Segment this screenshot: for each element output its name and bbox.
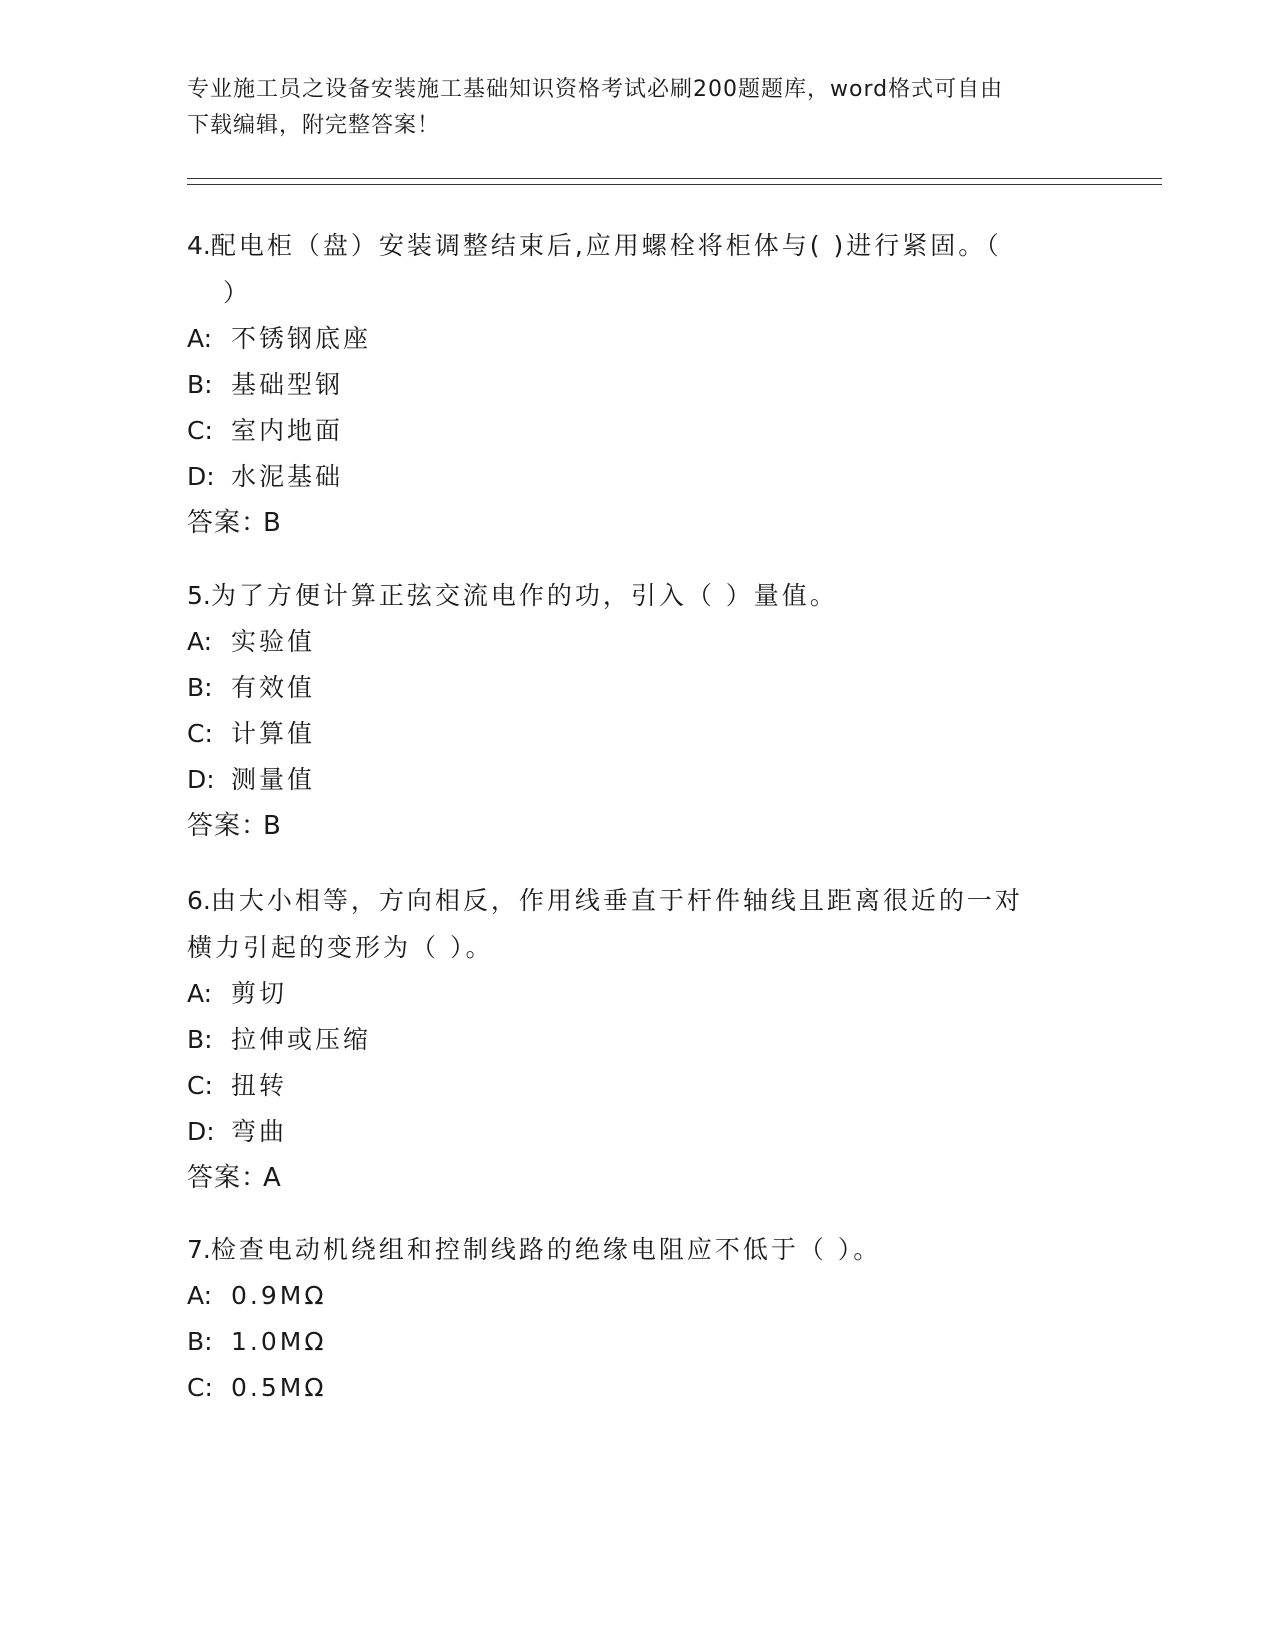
- answer-colon: ：: [241, 508, 268, 538]
- header-title-line-1: 专业施工员之设备安装施工基础知识资格考试必刷200题题库，word格式可自由: [187, 77, 1004, 102]
- question-number: 7.: [187, 1235, 211, 1264]
- option-text: 测量值: [231, 765, 316, 794]
- question-5: [187, 572, 1067, 849]
- question-text-line-1: 检查电动机绕组和控制线路的绝缘电阻应不低于（ ）。: [210, 1235, 882, 1264]
- option-text: 扭转: [231, 1071, 288, 1100]
- header-divider: [187, 178, 1162, 185]
- answer: [187, 803, 1067, 849]
- answer-label: 答案: [187, 508, 242, 538]
- option-key: A:: [187, 1281, 213, 1310]
- option-c: [187, 711, 1067, 757]
- option-text: 室内地面: [231, 416, 344, 445]
- question-text: [187, 877, 1067, 924]
- option-d: [187, 757, 1067, 803]
- question-text-line-1: 配电柜（盘）安装调整结束后,应用螺栓将柜体与( )进行紧固。（: [210, 231, 1002, 260]
- option-key: C:: [187, 1071, 213, 1100]
- question-text: [187, 222, 1067, 269]
- option-a: [187, 1273, 1067, 1319]
- option-b: [187, 1319, 1067, 1365]
- option-a: [187, 316, 1067, 362]
- option-c: [187, 408, 1067, 454]
- question-number: 5.: [187, 581, 211, 610]
- option-key: A:: [187, 627, 213, 656]
- option-key: C:: [187, 1373, 213, 1402]
- option-d: [187, 1109, 1067, 1155]
- question-text: [187, 1226, 1067, 1273]
- answer-label: 答案: [187, 1163, 242, 1193]
- option-key: D:: [187, 765, 215, 794]
- option-c: [187, 1365, 1067, 1411]
- option-key: C:: [187, 416, 213, 445]
- option-key: B:: [187, 1025, 213, 1054]
- question-number: 4.: [187, 231, 211, 260]
- option-text: 有效值: [231, 673, 316, 702]
- option-text: 剪切: [231, 979, 288, 1008]
- option-text: 计算值: [231, 719, 316, 748]
- option-key: A:: [187, 324, 213, 353]
- option-text: 弯曲: [231, 1117, 288, 1146]
- question-text-line-1: 为了方便计算正弦交流电作的功，引入（ ）量值。: [210, 581, 838, 610]
- question-6: [187, 877, 1067, 1201]
- question-text-line-1: 由大小相等，方向相反，作用线垂直于杆件轴线且距离很近的一对: [210, 886, 1023, 915]
- question-number: 6.: [187, 886, 211, 915]
- option-text: 基础型钢: [231, 370, 344, 399]
- option-a: [187, 971, 1067, 1017]
- option-key: B:: [187, 673, 213, 702]
- answer-value: B: [263, 811, 281, 841]
- answer-colon: ：: [241, 1163, 268, 1193]
- option-b: [187, 1017, 1067, 1063]
- question-text-line-2: 横力引起的变形为（ ）。: [187, 933, 494, 962]
- option-text: 不锈钢底座: [231, 324, 372, 353]
- question-text-line-2: ）: [223, 278, 252, 307]
- question-text: [187, 572, 1067, 619]
- question-4: [187, 222, 1067, 546]
- answer: [187, 1155, 1067, 1201]
- option-key: D:: [187, 462, 215, 491]
- answer-label: 答案: [187, 811, 242, 841]
- option-text: 1.0MΩ: [231, 1327, 327, 1356]
- option-text: 0.5MΩ: [231, 1373, 327, 1402]
- option-b: [187, 665, 1067, 711]
- option-text: 实验值: [231, 627, 316, 656]
- option-a: [187, 619, 1067, 665]
- option-text: 拉伸或压缩: [231, 1025, 372, 1054]
- answer-colon: ：: [241, 811, 268, 841]
- option-key: D:: [187, 1117, 215, 1146]
- answer: [187, 500, 1067, 546]
- option-key: A:: [187, 979, 213, 1008]
- document-header: [187, 72, 1067, 144]
- header-title-line-2: 下载编辑，附完整答案！: [187, 113, 441, 138]
- answer-value: B: [263, 508, 281, 538]
- answer-value: A: [263, 1163, 281, 1193]
- option-key: C:: [187, 719, 213, 748]
- question-7: [187, 1226, 1067, 1411]
- option-text: 水泥基础: [231, 462, 344, 491]
- option-key: B:: [187, 1327, 213, 1356]
- option-c: [187, 1063, 1067, 1109]
- option-key: B:: [187, 370, 213, 399]
- option-d: [187, 454, 1067, 500]
- option-b: [187, 362, 1067, 408]
- option-text: 0.9MΩ: [231, 1281, 327, 1310]
